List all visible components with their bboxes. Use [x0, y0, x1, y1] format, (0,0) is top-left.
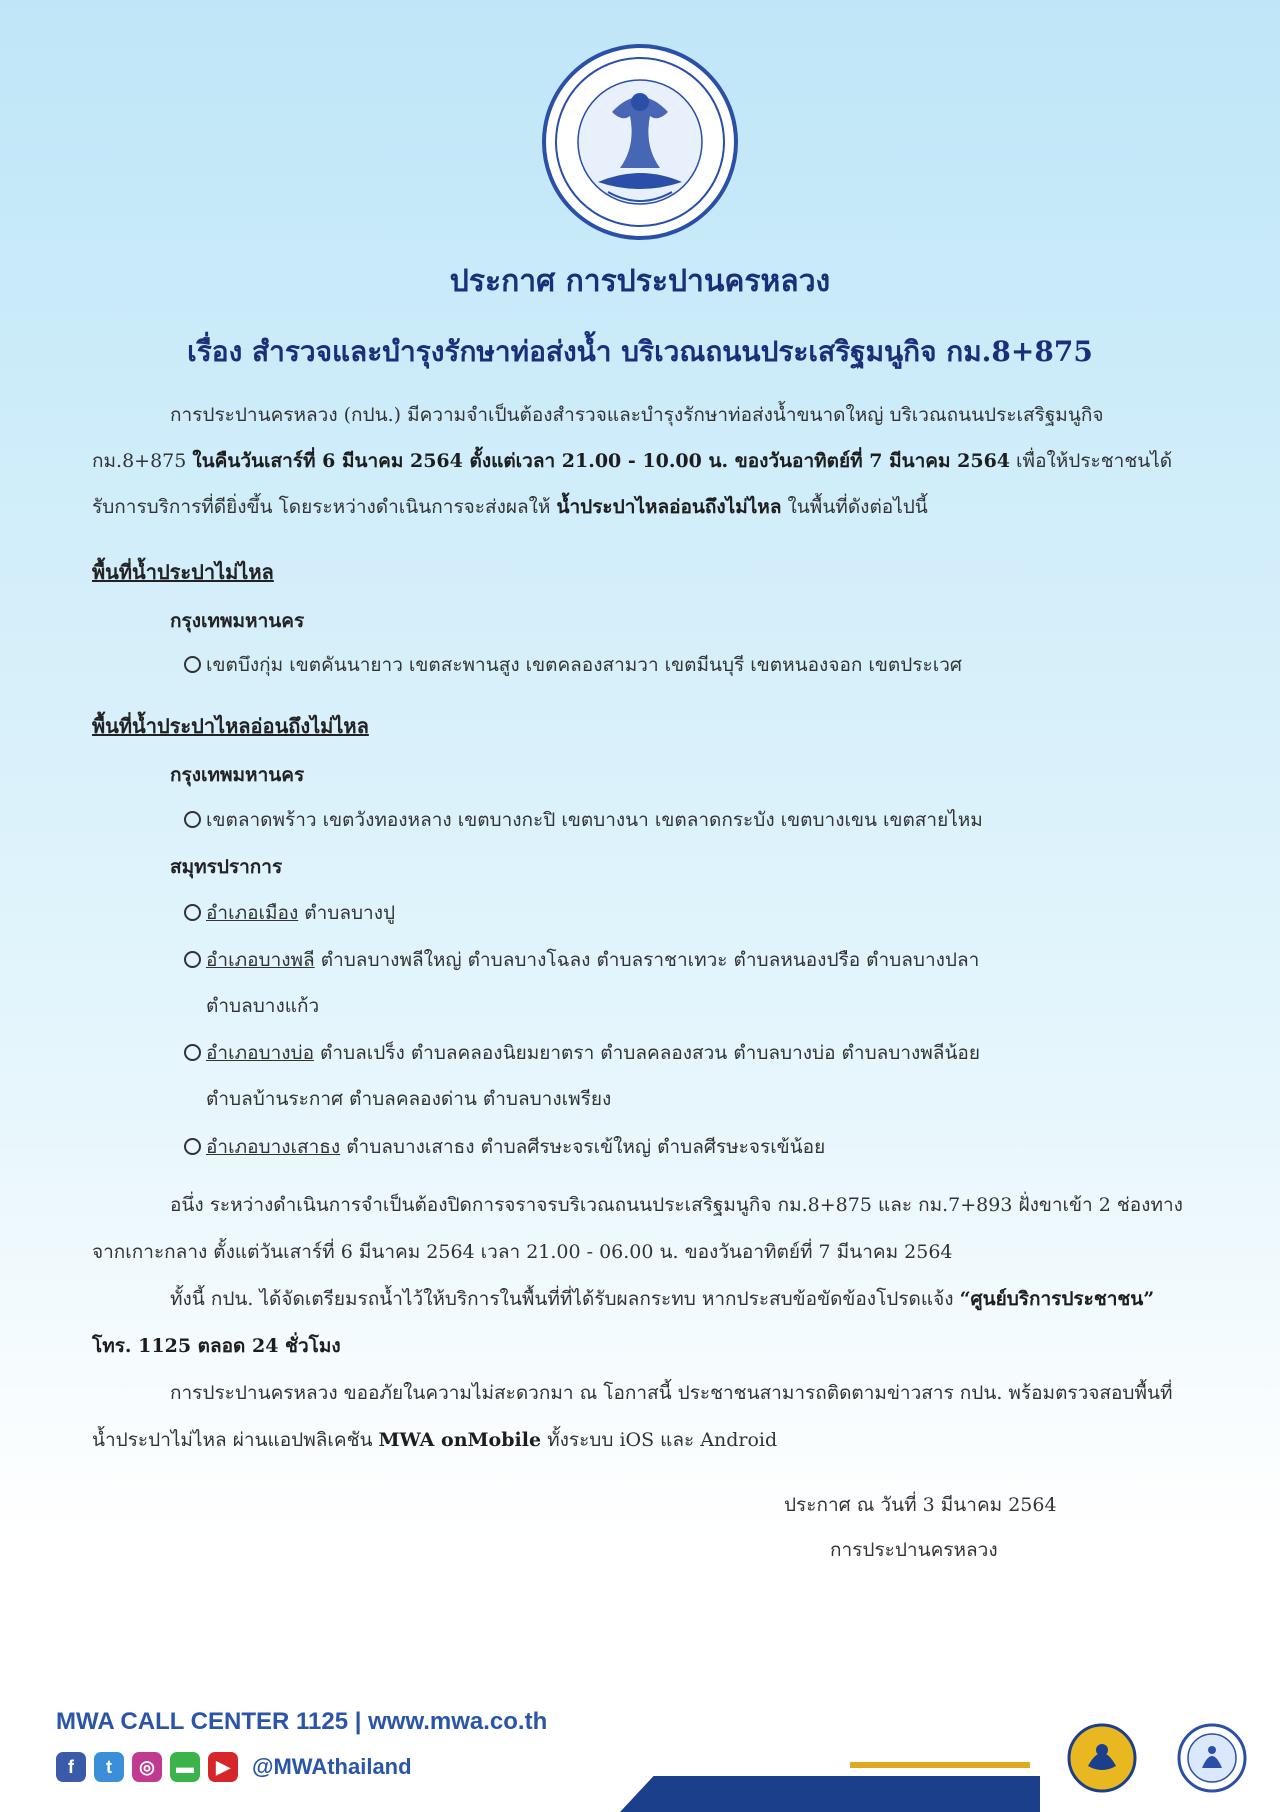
province-bangkok-2: กรุงเทพมหานคร	[170, 764, 305, 786]
footer-gold-stripe	[850, 1762, 1030, 1768]
bullet-icon	[184, 904, 201, 921]
list-item: เขตบึงกุ่ม เขตคันนายาว เขตสะพานสูง เขตคลองสามวา เขตมีนบุรี เขตหนองจอก เขตประเวศ	[206, 642, 1196, 688]
section-low-water-heading: พื้นที่น้ำประปาไหลอ่อนถึงไม่ไหล	[92, 714, 369, 738]
bullet-icon	[184, 951, 201, 968]
mwa-logo	[540, 42, 740, 242]
mwa-small-logo-icon	[1176, 1722, 1248, 1794]
royal-emblem-icon	[1066, 1722, 1138, 1794]
section-no-water-heading: พื้นที่น้ำประปาไม่ไหล	[92, 560, 274, 584]
signature-org: การประปานครหลวง	[830, 1539, 998, 1561]
announcement-title: ประกาศ การประปานครหลวง	[449, 264, 831, 299]
list-item: อำเภอบางบ่อ ตำบลเปร็ง ตำบลคลองนิยมยาตรา ตำบลคลองสวน ตำบลบางบ่อ ตำบลบางพลีน้อย ตำบลบ้านระกาศ ตำบลคลองด่าน ตำบลบางเพรียง	[206, 1030, 1196, 1122]
road-closure-paragraph: อนึ่ง ระหว่างดำเนินการจำเป็นต้องปิดการจราจรบริเวณถนนประเสริฐมนูกิจ กม.8+875 และ กม.7+893 ฝั่งขาเข้า 2 ช่องทางจากเกาะกลาง ตั้งแต่วันเสาร์ที่ 6 มีนาคม 2564 เวลา 21.00 - 06.00 น. ของวันอาทิตย์ที่ 7 มีนาคม 2564	[92, 1194, 1183, 1263]
intro-paragraph: การประปานครหลวง (กปน.) มีความจำเป็นต้องสำรวจและบำรุงรักษาท่อส่งน้ำขนาดใหญ่ บริเวณถนนประเสริฐมนูกิจ กม.8+875 ในคืนวันเสาร์ที่ 6 มีนาคม 2564 ตั้งแต่เวลา 21.00 - 10.00 น. ของวันอาทิตย์ที่ 7 มีนาคม 2564 เพื่อให้ประชาชนได้รับการบริการที่ดียิ่งขึ้น โดยระหว่างดำเนินการจะส่งผลให้ น้ำประปาไหลอ่อนถึงไม่ไหล ในพื้นที่ดังต่อไปนี้	[92, 404, 1173, 518]
list-item: อำเภอเมือง ตำบลบางปู	[206, 890, 1196, 936]
call-center-text: MWA CALL CENTER 1125 | www.mwa.co.th	[56, 1708, 548, 1735]
bullet-icon	[184, 1044, 201, 1061]
province-samutprakan: สมุทรปราการ	[170, 856, 283, 878]
bullet-icon	[184, 656, 201, 673]
list-item: อำเภอบางเสาธง ตำบลบางเสาธง ตำบลศีรษะจรเข้ใหญ่ ตำบลศีรษะจรเข้น้อย	[206, 1124, 1196, 1170]
list-item: เขตลาดพร้าว เขตวังทองหลาง เขตบางกะปิ เขตบางนา เขตลาดกระบัง เขตบางเขน เขตสายไหม	[206, 797, 1196, 843]
announcement-subject: เรื่อง สำรวจและบำรุงรักษาท่อส่งน้ำ บริเวณถนนประเสริฐมนูกิจ กม.8+875	[187, 335, 1093, 368]
footer-blue-bar	[620, 1776, 1040, 1812]
twitter-icon[interactable]: t	[94, 1752, 124, 1782]
announcement-date: ประกาศ ณ วันที่ 3 มีนาคม 2564	[784, 1494, 1057, 1516]
instagram-icon[interactable]: ◎	[132, 1752, 162, 1782]
bullet-icon	[184, 811, 201, 828]
province-bangkok-1: กรุงเทพมหานคร	[170, 610, 305, 632]
facebook-icon[interactable]: f	[56, 1752, 86, 1782]
apology-paragraph: การประปานครหลวง ขออภัยในความไม่สะดวกมา ณ โอกาสนี้ ประชาชนสามารถติดตามข่าวสาร กปน. พร้อมตรวจสอบพื้นที่น้ำประปาไม่ไหล ผ่านแอปพลิเคชัน MWA onMobile ทั้งระบบ iOS และ Android	[92, 1382, 1173, 1451]
social-links	[56, 1752, 412, 1782]
service-paragraph: ทั้งนี้ กปน. ได้จัดเตรียมรถน้ำไว้ให้บริการในพื้นที่ที่ได้รับผลกระทบ หากประสบข้อขัดข้องโปรดแจ้ง “ศูนย์บริการประชาชน” โทร. 1125 ตลอด 24 ชั่วโมง	[92, 1288, 1155, 1357]
line-icon[interactable]: ▬	[170, 1752, 200, 1782]
social-handle[interactable]: @MWAthailand	[252, 1754, 412, 1779]
list-item: อำเภอบางพลี ตำบลบางพลีใหญ่ ตำบลบางโฉลง ตำบลราชาเทวะ ตำบลหนองปรือ ตำบลบางปลา ตำบลบางแก้ว	[206, 937, 1196, 1029]
bullet-icon	[184, 1138, 201, 1155]
youtube-icon[interactable]: ▶	[208, 1752, 238, 1782]
